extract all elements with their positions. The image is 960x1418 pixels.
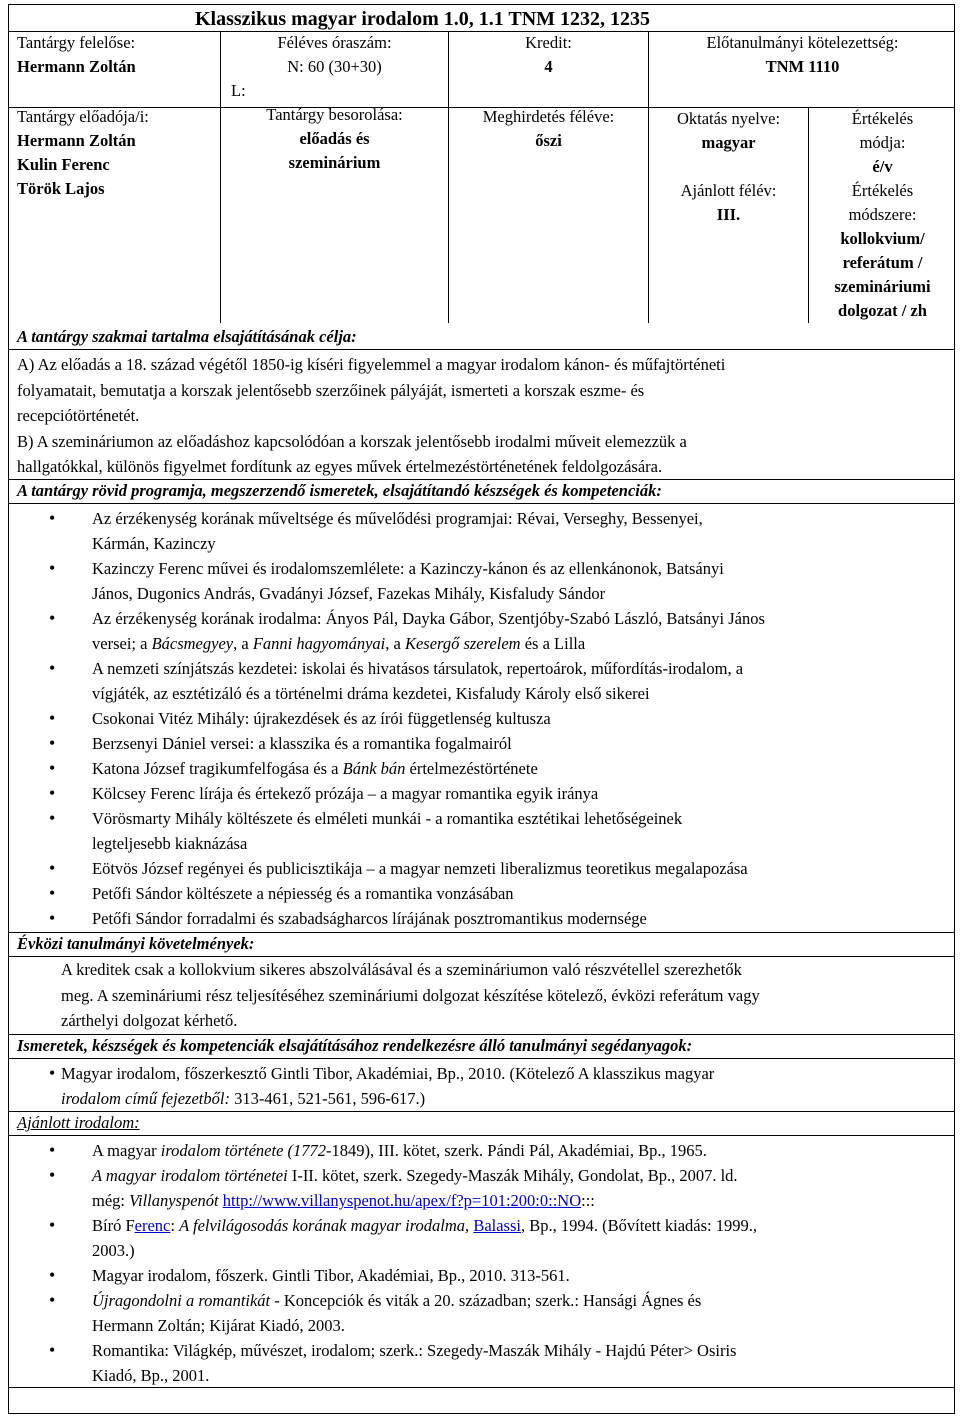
- lecturers-label: Tantárgy előadója/i:: [17, 107, 149, 126]
- requirements-line: meg. A szemináriumi rész teljesítéséhez szemináriumi dolgozat készítése kötelező, évközi referátum vagy: [61, 985, 760, 1005]
- list-item: • Kölcsey Ferenc lírája és értekező prózája – a magyar romantika egyik iránya: [9, 781, 954, 806]
- credit-value: 4: [544, 57, 553, 76]
- list-item: • Vörösmarty Mihály költészete és elméleti munkái - a romantika esztétikai lehetőségeinek legteljesebb kiaknázása: [9, 806, 954, 856]
- materials-list-wrap: [9, 1061, 954, 1111]
- divider: [9, 503, 954, 504]
- credit-cell: [449, 31, 649, 323]
- goal-section: [9, 325, 954, 349]
- credit-label: Kredit:: [525, 33, 572, 52]
- list-item: • Petőfi Sándor forradalmi és szabadságharcos lírájának posztromantikus modernsége: [9, 906, 954, 931]
- literature-section: [9, 1111, 954, 1135]
- author-link[interactable]: erenc: [134, 1216, 171, 1235]
- hours-n: N: 60 (30+30): [287, 57, 382, 76]
- goal-line: hallgatókkal, különös figyelmet fordítunk az egyes művek értelmezéstörténetének feldolgozására.: [17, 457, 663, 476]
- lecturer-name: Hermann Zoltán: [17, 131, 136, 150]
- classification-value: szeminárium: [288, 153, 381, 172]
- list-item: • Katona József tragikumfelfogása és a Bánk bán értelmezéstörténete: [9, 756, 954, 781]
- evaluation-cell: [809, 107, 956, 323]
- list-item: • Eötvös József regényei és publicisztikája – a magyar nemzeti liberalizmus teoretikus megalapozása: [9, 856, 954, 881]
- list-item: • Újragondolni a romantikát - Koncepciók és viták a 20. században; szerk.: Hansági Ágnes és Hermann Zoltán; Kijárat Kiadó, 2003.: [9, 1288, 954, 1338]
- list-item: • Csokonai Vitéz Mihály: újrakezdések és az írói függetlenség kultusza: [9, 706, 954, 731]
- language-label: Oktatás nyelve:: [676, 109, 781, 128]
- eval-method-label: Értékelés: [851, 181, 914, 200]
- list-item: • Bíró Ferenc: A felvilágosodás korának magyar irodalma, Balassi, Bp., 1994. (Bővített kiadás: 1999., 2003.): [9, 1213, 954, 1263]
- program-heading: A tantárgy rövid programja, megszerzendő ismeretek, elsajátítandó készségek és kompetenciák:: [17, 481, 662, 500]
- goal-line: B) A szemináriumon az előadáshoz kapcsolódóan a korszak jelentősebb irodalmi műveit elemezzük a: [17, 431, 687, 451]
- course-sheet: [8, 4, 955, 1414]
- divider: [9, 31, 954, 32]
- eval-method-value: kollokvium/: [840, 229, 925, 248]
- goal-line: recepciótörténetét.: [17, 406, 140, 425]
- list-item: • Az érzékenység korának műveltsége és művelődési programjai: Révai, Verseghy, Bessenyei, Kármán, Kazinczy: [9, 506, 954, 556]
- literature-list: [9, 1138, 954, 1388]
- materials-section: [9, 1034, 954, 1058]
- publisher-link[interactable]: Balassi: [473, 1216, 521, 1235]
- classification-value: előadás és: [299, 129, 370, 148]
- materials-heading: Ismeretek, készségek és kompetenciák elsajátításához rendelkezésre álló tanulmányi segédanyagok:: [17, 1036, 693, 1055]
- eval-method-value: dolgozat / zh: [838, 301, 927, 320]
- hours-label: Féléves óraszám:: [277, 33, 392, 52]
- divider: [9, 1058, 954, 1059]
- hours-l: L:: [231, 81, 246, 100]
- eval-mode-label: módja:: [859, 133, 906, 152]
- language-value: magyar: [701, 133, 756, 152]
- recommended-value: III.: [716, 205, 741, 224]
- requirements-body: [9, 957, 954, 1034]
- header-grid: [9, 5, 954, 323]
- literature-heading: Ajánlott irodalom:: [17, 1113, 140, 1132]
- language-cell: [649, 107, 809, 323]
- responsible-cell: [9, 31, 221, 323]
- lecturer-name: Török Lajos: [17, 179, 105, 198]
- prereq-label: Előtanulmányi kötelezettség:: [706, 33, 899, 52]
- program-section: [9, 479, 954, 503]
- divider: [9, 1387, 954, 1388]
- list-item: • Romantika: Világkép, művészet, irodalom; szerk.: Szegedy-Maszák Mihály - Hajdú Péter> Osiris Kiadó, Bp., 2001.: [9, 1338, 954, 1388]
- divider: [9, 349, 954, 350]
- list-item: • Magyar irodalom, főszerk. Gintli Tibor, Akadémiai, Bp., 2010. 313-561.: [9, 1263, 954, 1288]
- list-item: • Kazinczy Ferenc művei és irodalomszemlélete: a Kazinczy-kánon és az ellenkánonok, Batsányi János, Dugonics András, Gvadányi József, Fazekas Mihály, Kisfaludy Sándor: [9, 556, 954, 606]
- classification-label: Tantárgy besorolása:: [266, 105, 403, 124]
- lecturer-name: Kulin Ferenc: [17, 155, 110, 174]
- materials-list: [9, 1061, 954, 1111]
- requirements-section: [9, 932, 954, 956]
- course-title: Klasszikus magyar irodalom 1.0, 1.1 TNM 1232, 1235: [195, 8, 651, 30]
- eval-method-value: szemináriumi: [834, 277, 931, 296]
- semester-label: Meghirdetés féléve:: [482, 107, 615, 126]
- responsible-label: Tantárgy felelőse:: [17, 33, 136, 52]
- goal-heading: A tantárgy szakmai tartalma elsajátításának célja:: [17, 327, 357, 346]
- villanyspenot-link[interactable]: http://www.villanyspenot.hu/apex/f?p=101:200:0::NO: [222, 1191, 582, 1210]
- recommended-label: Ajánlott félév:: [680, 181, 777, 200]
- list-item: • Berzsenyi Dániel versei: a klasszika és a romantika fogalmairól: [9, 731, 954, 756]
- goal-body: [9, 352, 954, 480]
- eval-mode-label: Értékelés: [851, 109, 914, 128]
- requirements-line: A kreditek csak a kollokvium sikeres abszolválásával és a szemináriumon való részvétellel szerezhetők: [61, 960, 742, 979]
- divider: [9, 107, 221, 108]
- eval-method-label: módszere:: [848, 205, 917, 224]
- goal-line: folyamatait, bemutatja a korszak jelentősebb szerzőinek pályáját, ismerteti a korszak eszme- és: [17, 380, 645, 400]
- eval-mode-value: é/v: [872, 157, 893, 176]
- list-item: • Magyar irodalom, főszerkesztő Gintli Tibor, Akadémiai, Bp., 2010. (Kötelező A klasszikus magyar irodalom című fejezetből: 313-461, 521-561, 596-617.): [9, 1061, 954, 1111]
- literature-list-wrap: [9, 1138, 954, 1388]
- responsible-name: Hermann Zoltán: [17, 57, 136, 76]
- list-item: • Az érzékenység korának irodalma: Ányos Pál, Dayka Gábor, Szentjóby-Szabó László, Batsányi János versei; a Bácsmegyey, a Fanni hagyományai, a Kesergő szerelem és a Lilla: [9, 606, 954, 656]
- goal-line: A) Az előadás a 18. század végétől 1850-ig kíséri figyelemmel a magyar irodalom kánon- és műfajtörténeti: [17, 355, 726, 374]
- divider: [9, 1135, 954, 1136]
- prereq-cell: [649, 31, 956, 79]
- semester-value: őszi: [535, 131, 562, 150]
- list-item: • Petőfi Sándor költészete a népiesség és a romantika vonzásában: [9, 881, 954, 906]
- list-item: • A magyar irodalom története (1772-1849), III. kötet, szerk. Pándi Pál, Akadémiai, Bp., 1965.: [9, 1138, 954, 1163]
- hours-cell: [221, 31, 449, 323]
- requirements-heading: Évközi tanulmányi követelmények:: [17, 934, 255, 953]
- list-item: • A magyar irodalom történetei I-II. kötet, szerk. Szegedy-Maszák Mihály, Gondolat, Bp., 2007. ld. még: Villanyspenót http://www.villanyspenot.hu/apex/f?p=101:200:0::NO:::: [9, 1163, 954, 1213]
- program-list-wrap: [9, 506, 954, 931]
- list-item: • A nemzeti színjátszás kezdetei: iskolai és hivatásos társulatok, repertoárok, műfordítás-irodalom, a vígjáték, az esztétizáló és a történelmi dráma kezdetei, Kisfaludy Károly első sikerei: [9, 656, 954, 706]
- requirements-line: zárthelyi dolgozat kérhető.: [61, 1011, 238, 1030]
- eval-method-value: referátum /: [842, 253, 923, 272]
- divider: [221, 107, 954, 108]
- program-list: [9, 506, 954, 931]
- prereq-value: TNM 1110: [765, 57, 840, 76]
